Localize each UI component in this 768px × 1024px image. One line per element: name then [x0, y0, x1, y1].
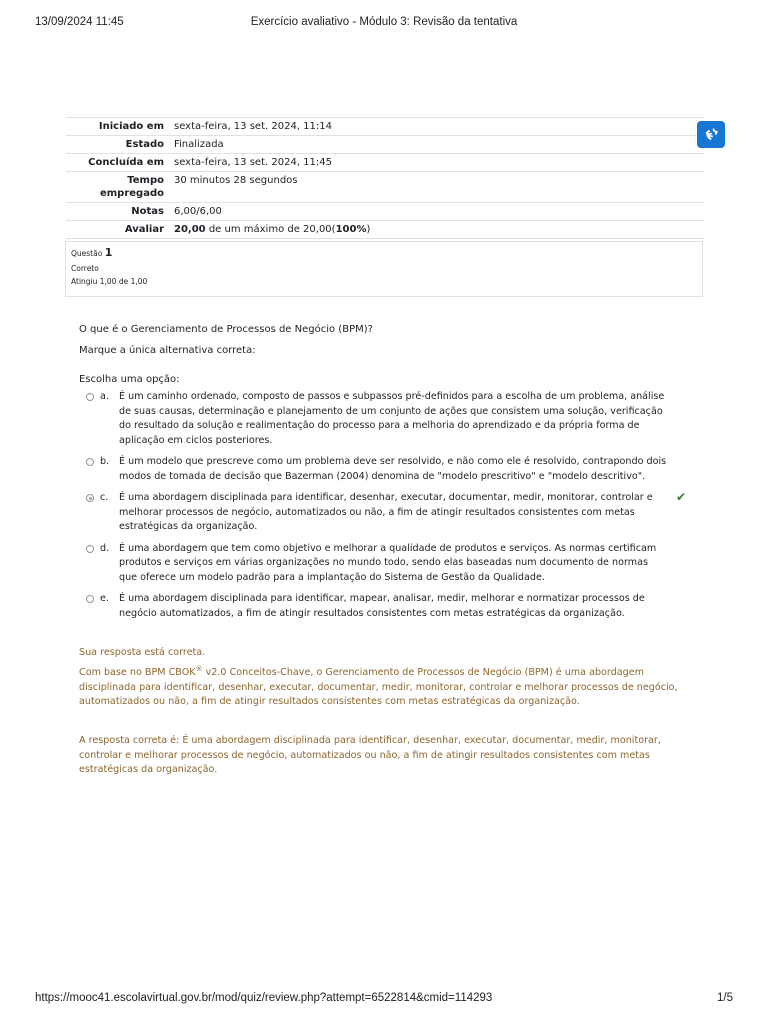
grade-score: 20,00 — [174, 224, 206, 235]
summary-value: sexta-feira, 13 set. 2024, 11:14 — [169, 118, 704, 136]
question-state: Correto — [71, 264, 99, 273]
question-instruction: Marque a única alternativa correta: — [79, 345, 256, 356]
answer-option-e[interactable] — [80, 592, 700, 621]
option-text: É um caminho ordenado, composto de passos e subpassos pré-definidos para a escolha de um problema, análise de suas causas, determinação e planejamento de um conjunto de ações que consistem uma solução, verificação do resultado da solução e realimentação do processo para a melhoria do aprendizado e da própria forma de aplicação em ciclos posteriores. — [119, 391, 665, 446]
summary-row — [66, 136, 704, 154]
accessibility-button[interactable] — [697, 121, 725, 148]
summary-label: Concluída em — [66, 154, 169, 172]
choose-option-prompt: Escolha uma opção: — [79, 374, 180, 385]
grade-close: ) — [366, 224, 371, 235]
option-letter: a. — [100, 391, 109, 402]
answer-option-c[interactable] — [80, 491, 700, 535]
question-label: Questão — [71, 249, 103, 258]
summary-value: 30 minutos 28 segundos — [169, 172, 704, 203]
print-page-title: Exercício avaliativo - Módulo 3: Revisão da tentativa — [250, 16, 518, 28]
summary-row — [66, 221, 704, 239]
grade-percent: 100% — [335, 224, 367, 235]
grade-value — [169, 221, 704, 239]
summary-label: Tempo empregado — [66, 172, 169, 203]
summary-label: Notas — [66, 203, 169, 221]
grade-max: de um máximo de 20,00( — [205, 224, 336, 235]
summary-row — [66, 172, 704, 203]
explanation-rest: v2.0 Conceitos-Chave, o Gerenciamento de Processos de Negócio (BPM) é uma abordagem disciplinada para identificar, desenhar, executar, documentar, medir, monitorar, controlar e melhorar processos de negócio, automatizados ou não, a fim de atingir resultados consistentes com metas estratégicas da organização. — [79, 667, 678, 707]
attempt-summary-table — [66, 117, 704, 239]
summary-label: Iniciado em — [66, 118, 169, 136]
feedback-explanation — [79, 666, 699, 710]
sign-language-icon — [702, 126, 720, 144]
radio-button[interactable] — [86, 458, 94, 466]
summary-value: Finalizada — [169, 136, 704, 154]
registered-mark: ® — [195, 664, 203, 673]
radio-button[interactable] — [86, 393, 94, 401]
correct-check-icon: ✔ — [675, 490, 686, 504]
answer-option-a[interactable] — [80, 390, 700, 448]
question-number-value: 1 — [104, 246, 113, 259]
question-info-box — [65, 241, 703, 297]
print-url: https://mooc41.escolavirtual.gov.br/mod/quiz/review.php?attempt=6522814&cmid=114293 — [35, 992, 493, 1004]
summary-row — [66, 118, 704, 136]
summary-label: Avaliar — [66, 221, 169, 239]
summary-value: sexta-feira, 13 set. 2024, 11:45 — [169, 154, 704, 172]
summary-row — [66, 154, 704, 172]
question-number — [71, 246, 697, 260]
print-datetime: 13/09/2024 11:45 — [35, 16, 124, 28]
feedback-status: Sua resposta está correta. — [79, 647, 206, 658]
summary-label: Estado — [66, 136, 169, 154]
explanation-start: Com base no BPM CBOK — [79, 667, 196, 678]
print-page-number: 1/5 — [717, 992, 733, 1004]
answer-options — [80, 390, 700, 628]
option-text: É uma abordagem que tem como objetivo e melhorar a qualidade de produtos e serviços. As normas certificam produtos e serviços em várias organizações no mundo todo, sendo elas baseadas num documento de normas que oferece um modelo padrão para a implantação do Sistema de Gestão da Qualidade. — [119, 542, 657, 583]
summary-value: 6,00/6,00 — [169, 203, 704, 221]
radio-button[interactable] — [86, 595, 94, 603]
print-header — [35, 16, 733, 32]
option-letter: d. — [100, 542, 110, 554]
question-text: O que é o Gerenciamento de Processos de Negócio (BPM)? — [79, 324, 373, 335]
option-text: É uma abordagem disciplinada para identificar, mapear, analisar, medir, melhorar e normatizar processos de negócio automatizados, a fim de atingir resultados consistentes com metas estratégicas da organização. — [119, 593, 645, 619]
feedback-right-answer: A resposta correta é: É uma abordagem disciplinada para identificar, desenhar, executar, documentar, medir, monitorar, controlar e melhorar processos de negócio, automatizados ou não, a fim de atingir resultados consistentes com metas estratégicas da organização. — [79, 735, 661, 775]
option-text: É uma abordagem disciplinada para identificar, desenhar, executar, documentar, medir, monitorar, controlar e melhorar processos de negócio, automatizados ou não, a fim de atingir resultados consistentes com metas estratégicas da organização. — [119, 492, 653, 532]
summary-row — [66, 203, 704, 221]
question-mark: Atingiu 1,00 de 1,00 — [71, 277, 148, 286]
answer-option-b[interactable] — [80, 455, 700, 484]
print-footer — [35, 992, 733, 1008]
answer-option-d[interactable] — [80, 542, 700, 586]
option-text: É um modelo que prescreve como um problema deve ser resolvido, e não como ele é resolvido, contrapondo dois modos de tomada de decisão que Bazerman (2004) denomina de "modelo prescritivo" e "modelo descritivo". — [119, 456, 667, 482]
radio-button-selected[interactable] — [86, 494, 94, 502]
option-letter: e. — [100, 593, 109, 604]
option-letter: c. — [100, 492, 109, 503]
radio-button[interactable] — [86, 545, 94, 553]
option-letter: b. — [100, 456, 110, 467]
